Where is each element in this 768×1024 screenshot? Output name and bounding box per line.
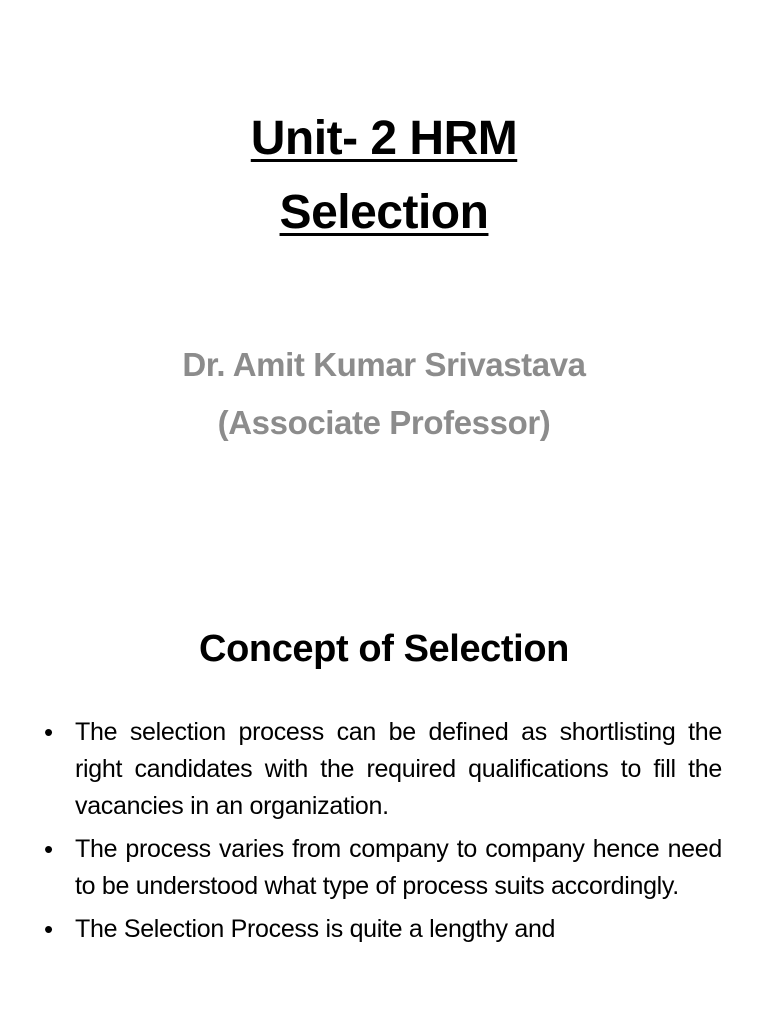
author-block [0, 336, 768, 452]
bullet-text: The process varies from company to company hence need to be understood what type of process suits accordingly. [75, 835, 722, 900]
bullet-item [44, 911, 722, 948]
slide-heading: Concept of Selection [199, 628, 569, 670]
bullet-marker: • [44, 914, 54, 944]
title-line-2: Selection [279, 186, 489, 239]
bullet-marker: • [44, 717, 54, 747]
bullet-item [44, 714, 722, 825]
author-designation: (Associate Professor) [217, 404, 551, 441]
bullet-text: The selection process can be defined as shortlisting the right candidates with the required qualifications to fill the vacancies in an organization. [75, 718, 722, 820]
concept-slide [0, 600, 768, 1024]
title-line-1: Unit- 2 HRM [250, 112, 518, 165]
bullet-marker: • [44, 834, 54, 864]
slide-title [0, 102, 768, 250]
bullet-item [44, 831, 722, 905]
bullet-text: The Selection Process is quite a lengthy and [75, 915, 556, 943]
author-name: Dr. Amit Kumar Srivastava [182, 346, 586, 383]
bullet-list [44, 714, 722, 954]
